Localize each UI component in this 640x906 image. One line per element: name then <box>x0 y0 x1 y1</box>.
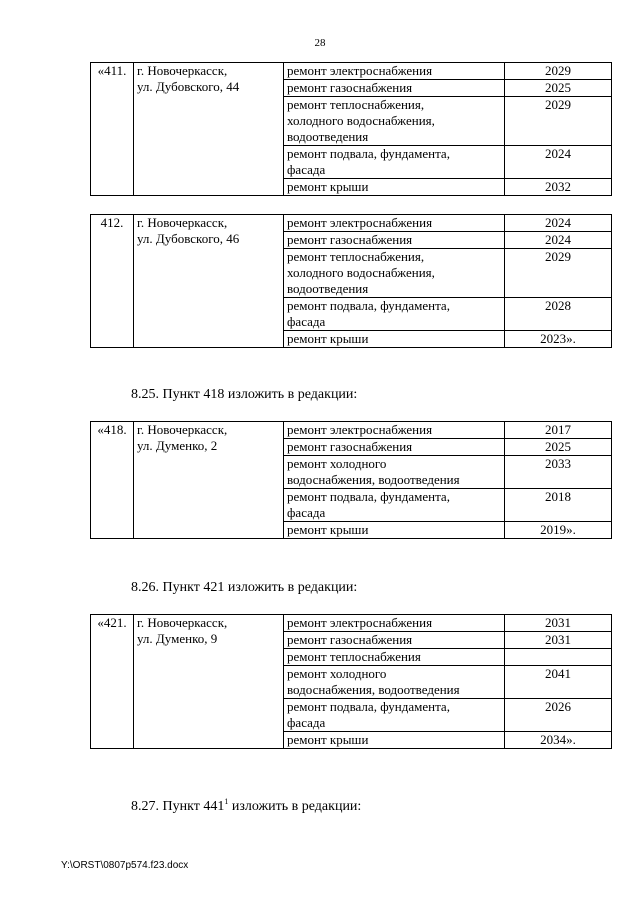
work-type-line: ремонт электроснабжения <box>287 615 433 630</box>
page-number: 28 <box>314 37 326 49</box>
paragraph-8-27 <box>131 797 361 815</box>
work-type-cell <box>284 63 505 80</box>
year-cell: 2025 <box>505 80 612 97</box>
address-line: ул. Думенко, 2 <box>137 438 218 453</box>
file-path-footer: Y:\ORST\0807p574.f23.docx <box>61 860 189 871</box>
work-type-line: ремонт крыши <box>287 732 369 747</box>
year-cell: 2029 <box>505 97 612 146</box>
work-type-line: ремонт электроснабжения <box>287 215 433 230</box>
work-type-line: ремонт теплоснабжения, <box>287 97 425 112</box>
work-type-line: ремонт газоснабжения <box>287 632 413 647</box>
year-cell: 2018 <box>505 489 612 522</box>
work-type-line: ремонт крыши <box>287 331 369 346</box>
table-row <box>91 215 612 232</box>
address-line: ул. Дубовского, 46 <box>137 231 240 246</box>
work-type-cell <box>284 666 505 699</box>
paragraph-8-27-tail: изложить в редакции: <box>228 799 362 814</box>
year-cell: 2023». <box>505 331 612 348</box>
address-line: г. Новочеркасск, <box>137 215 228 230</box>
work-type-cell <box>284 632 505 649</box>
year-cell: 2017 <box>505 422 612 439</box>
address-cell <box>134 63 284 196</box>
work-type-cell <box>284 232 505 249</box>
work-type-cell <box>284 456 505 489</box>
table-item-418 <box>90 421 612 539</box>
address-line: г. Новочеркасск, <box>137 63 228 78</box>
address-line: ул. Думенко, 9 <box>137 631 218 646</box>
item-number: «411. <box>91 63 134 196</box>
table-row <box>91 615 612 632</box>
address-line: ул. Дубовского, 44 <box>137 79 240 94</box>
item-number: «418. <box>91 422 134 539</box>
work-type-line: ремонт электроснабжения <box>287 422 433 437</box>
address-cell <box>134 422 284 539</box>
work-type-cell <box>284 249 505 298</box>
work-type-cell <box>284 489 505 522</box>
year-cell: 2032 <box>505 179 612 196</box>
address-line: г. Новочеркасск, <box>137 422 228 437</box>
item-number: 412. <box>91 215 134 348</box>
work-type-line: ремонт газоснабжения <box>287 80 413 95</box>
year-cell <box>505 649 612 666</box>
work-type-line: фасада <box>287 505 326 520</box>
address-line: г. Новочеркасск, <box>137 615 228 630</box>
work-type-line: ремонт газоснабжения <box>287 232 413 247</box>
year-cell: 2028 <box>505 298 612 331</box>
year-cell: 2026 <box>505 699 612 732</box>
superscript: 1 <box>224 797 229 806</box>
address-cell <box>134 615 284 749</box>
year-cell: 2024 <box>505 146 612 179</box>
work-type-line: ремонт подвала, фундамента, <box>287 489 450 504</box>
year-cell: 2031 <box>505 615 612 632</box>
work-type-cell <box>284 615 505 632</box>
work-type-cell <box>284 649 505 666</box>
work-type-line: фасада <box>287 162 326 177</box>
year-cell: 2024 <box>505 215 612 232</box>
work-type-cell <box>284 522 505 539</box>
work-type-line: ремонт теплоснабжения <box>287 649 421 664</box>
year-cell: 2041 <box>505 666 612 699</box>
work-type-line: ремонт подвала, фундамента, <box>287 146 450 161</box>
work-type-cell <box>284 97 505 146</box>
work-type-line: водоотведения <box>287 129 369 144</box>
work-type-cell <box>284 215 505 232</box>
work-type-line: водоснабжения, водоотведения <box>287 682 460 697</box>
year-cell: 2033 <box>505 456 612 489</box>
work-type-line: ремонт подвала, фундамента, <box>287 298 450 313</box>
year-cell: 2029 <box>505 249 612 298</box>
work-type-line: ремонт электроснабжения <box>287 63 433 78</box>
paragraph-8-26: 8.26. Пункт 421 изложить в редакции: <box>131 580 358 595</box>
work-type-line: фасада <box>287 715 326 730</box>
year-cell: 2024 <box>505 232 612 249</box>
address-cell <box>134 215 284 348</box>
year-cell: 2031 <box>505 632 612 649</box>
work-type-line: водоснабжения, водоотведения <box>287 472 460 487</box>
work-type-cell <box>284 331 505 348</box>
work-type-cell <box>284 732 505 749</box>
work-type-line: холодного водоснабжения, <box>287 113 435 128</box>
work-type-line: ремонт холодного <box>287 456 387 471</box>
work-type-line: ремонт газоснабжения <box>287 439 413 454</box>
year-cell: 2019». <box>505 522 612 539</box>
work-type-line: холодного водоснабжения, <box>287 265 435 280</box>
table-row <box>91 422 612 439</box>
table-item-412 <box>90 214 612 348</box>
paragraph-8-25: 8.25. Пункт 418 изложить в редакции: <box>131 387 358 402</box>
work-type-line: ремонт теплоснабжения, <box>287 249 425 264</box>
work-type-cell <box>284 699 505 732</box>
work-type-cell <box>284 179 505 196</box>
work-type-line: фасада <box>287 314 326 329</box>
work-type-cell <box>284 80 505 97</box>
table-item-411 <box>90 62 612 196</box>
table-row <box>91 63 612 80</box>
year-cell: 2034». <box>505 732 612 749</box>
item-number: «421. <box>91 615 134 749</box>
year-cell: 2025 <box>505 439 612 456</box>
work-type-cell <box>284 422 505 439</box>
work-type-line: водоотведения <box>287 281 369 296</box>
work-type-cell <box>284 298 505 331</box>
work-type-line: ремонт подвала, фундамента, <box>287 699 450 714</box>
table-item-421 <box>90 614 612 749</box>
work-type-cell <box>284 146 505 179</box>
work-type-line: ремонт крыши <box>287 522 369 537</box>
paragraph-8-27-main: 8.27. Пункт 441 <box>131 799 225 814</box>
work-type-cell <box>284 439 505 456</box>
work-type-line: ремонт крыши <box>287 179 369 194</box>
year-cell: 2029 <box>505 63 612 80</box>
work-type-line: ремонт холодного <box>287 666 387 681</box>
